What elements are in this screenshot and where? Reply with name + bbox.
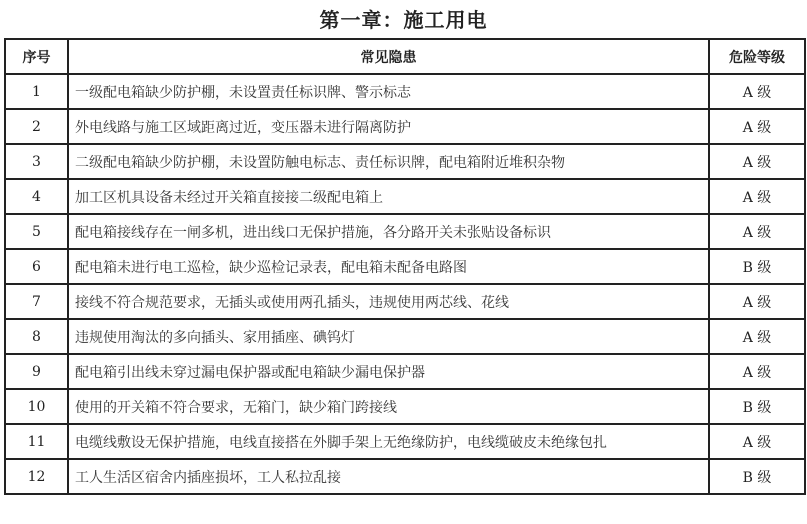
table-row: [5, 389, 805, 424]
row-level: A 级: [709, 214, 805, 249]
row-level: B 级: [709, 389, 805, 424]
table-row: [5, 424, 805, 459]
page-title: 第一章：施工用电: [319, 8, 488, 32]
header-hazard: 常见隐患: [68, 39, 709, 74]
table-row: [5, 214, 805, 249]
header-level: 危险等级: [709, 39, 805, 74]
row-index: 12: [5, 459, 68, 494]
table-row: [5, 109, 805, 144]
table-body: [5, 74, 805, 494]
row-index: 10: [5, 389, 68, 424]
row-hazard: 电缆线敷设无保护措施，电线直接搭在外脚手架上无绝缘防护，电线缆破皮未绝缘包扎: [68, 424, 709, 459]
table-row: [5, 179, 805, 214]
row-level: B 级: [709, 459, 805, 494]
table-row: [5, 74, 805, 109]
row-index: 11: [5, 424, 68, 459]
table-row: [5, 319, 805, 354]
row-hazard: 配电箱未进行电工巡检，缺少巡检记录表，配电箱未配备电路图: [68, 249, 709, 284]
row-index: 7: [5, 284, 68, 319]
row-index: 3: [5, 144, 68, 179]
row-level: B 级: [709, 249, 805, 284]
table-row: [5, 284, 805, 319]
hazard-table: [4, 38, 806, 495]
row-hazard: 违规使用淘汰的多向插头、家用插座、碘钨灯: [68, 319, 709, 354]
row-level: A 级: [709, 109, 805, 144]
row-index: 2: [5, 109, 68, 144]
row-hazard: 二级配电箱缺少防护棚，未设置防触电标志、责任标识牌，配电箱附近堆积杂物: [68, 144, 709, 179]
header-index: 序号: [5, 39, 68, 74]
row-hazard: 一级配电箱缺少防护棚，未设置责任标识牌、警示标志: [68, 74, 709, 109]
row-index: 8: [5, 319, 68, 354]
row-level: A 级: [709, 144, 805, 179]
row-hazard: 使用的开关箱不符合要求，无箱门，缺少箱门跨接线: [68, 389, 709, 424]
table-row: [5, 249, 805, 284]
table-row: [5, 459, 805, 494]
row-level: A 级: [709, 354, 805, 389]
row-hazard: 配电箱引出线未穿过漏电保护器或配电箱缺少漏电保护器: [68, 354, 709, 389]
row-hazard: 工人生活区宿舍内插座损坏，工人私拉乱接: [68, 459, 709, 494]
row-level: A 级: [709, 424, 805, 459]
table-row: [5, 354, 805, 389]
row-level: A 级: [709, 74, 805, 109]
row-index: 9: [5, 354, 68, 389]
row-level: A 级: [709, 319, 805, 354]
row-index: 1: [5, 74, 68, 109]
row-index: 4: [5, 179, 68, 214]
row-hazard: 接线不符合规范要求，无插头或使用两孔插头，违规使用两芯线、花线: [68, 284, 709, 319]
row-index: 5: [5, 214, 68, 249]
row-level: A 级: [709, 179, 805, 214]
table-row: [5, 144, 805, 179]
row-hazard: 加工区机具设备未经过开关箱直接接二级配电箱上: [68, 179, 709, 214]
row-index: 6: [5, 249, 68, 284]
row-hazard: 外电线路与施工区域距离过近，变压器未进行隔离防护: [68, 109, 709, 144]
table-header-row: [5, 39, 805, 74]
row-level: A 级: [709, 284, 805, 319]
row-hazard: 配电箱接线存在一闸多机，进出线口无保护措施，各分路开关未张贴设备标识: [68, 214, 709, 249]
